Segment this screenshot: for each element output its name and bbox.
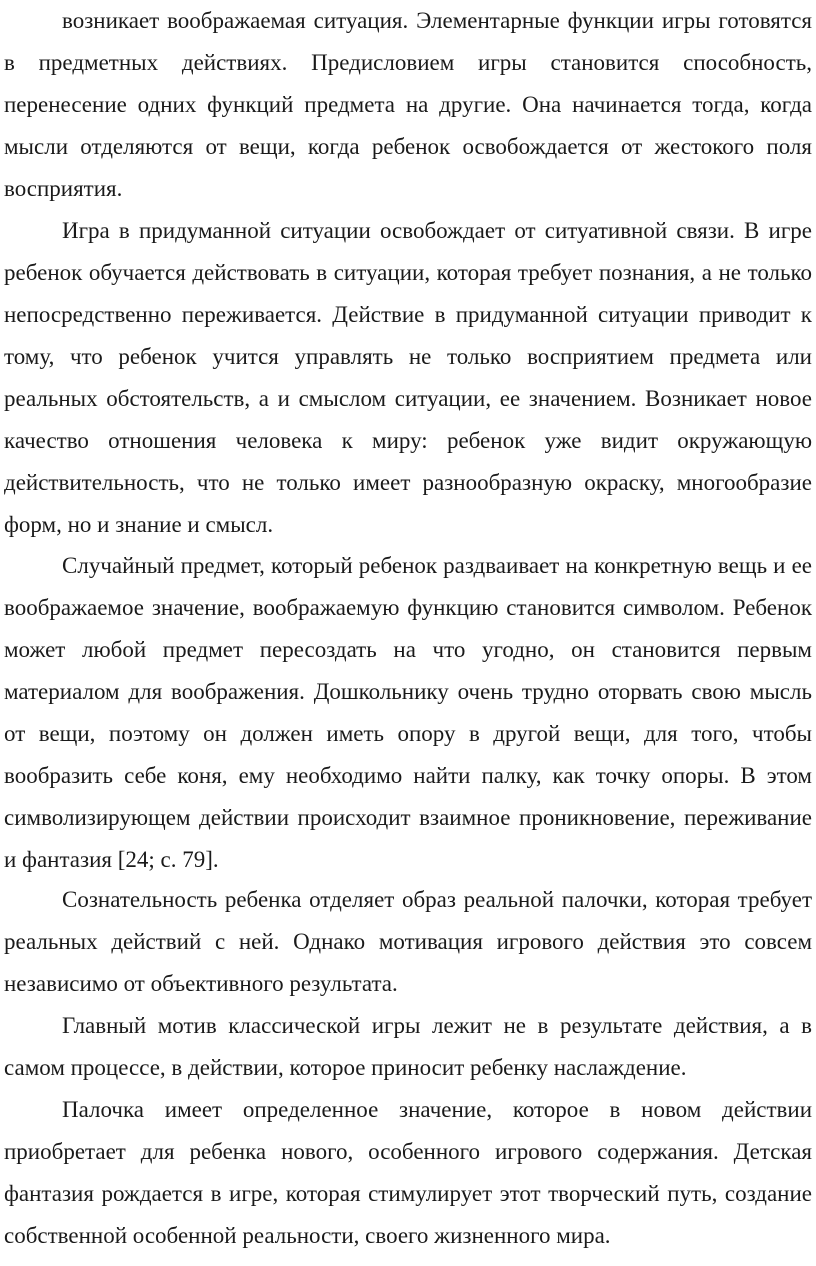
paragraph-4: Сознательность ребенка отделяет образ реальной палочки, которая требует реальных действий с ней. Однако мотивация игрового действия это совсем независимо от объективного результата. <box>4 887 812 996</box>
paragraph-1: возникает воображаемая ситуация. Элементарные функции игры готовятся в предметных действиях. Предисловием игры становится способность, перенесение одних функций предмета на другие. Она начинается тогда, когда мысли отделяются от вещи, когда ребенок освобождается от жестокого поля восприятия. <box>4 8 812 201</box>
paragraph-5: Главный мотив классической игры лежит не в результате действия, а в самом процессе, в действии, которое приносит ребенку наслаждение. <box>4 1013 812 1080</box>
paragraph-2: Игра в придуманной ситуации освобождает от ситуативной связи. В игре ребенок обучается действовать в ситуации, которая требует познания, а не только непосредственно переживается. Действие в придуманной ситуации приводит к тому, что ребенок учится управлять не только восприятием предмета или реальных обстоятельств, а и смыслом ситуации, ее значением. Возникает новое качество отношения человека к миру: ребенок уже видит окружающую действительность, что не только имеет разнообразную окраску, многообразие форм, но и знание и смысл. <box>4 218 812 537</box>
paragraph-6: Палочка имеет определенное значение, которое в новом действии приобретает для ребенка нового, особенного игрового содержания. Детская фантазия рождается в игре, которая стимулирует этот творческий путь, создание собственной особенной реальности, своего жизненного мира. <box>4 1097 812 1248</box>
paragraph-3: Случайный предмет, который ребенок раздваивает на конкретную вещь и ее воображаемое значение, воображаемую функцию становится символом. Ребенок может любой предмет пересоздать на что угодно, он становится первым материалом для воображения. Дошкольнику очень трудно оторвать свою мысль от вещи, поэтому он должен иметь опору в другой вещи, для того, чтобы вообразить себе коня, ему необходимо найти палку, как точку опоры. В этом символизирующем действии происходит взаимное проникновение, переживание и фантазия [24; с. 79]. <box>4 553 812 872</box>
